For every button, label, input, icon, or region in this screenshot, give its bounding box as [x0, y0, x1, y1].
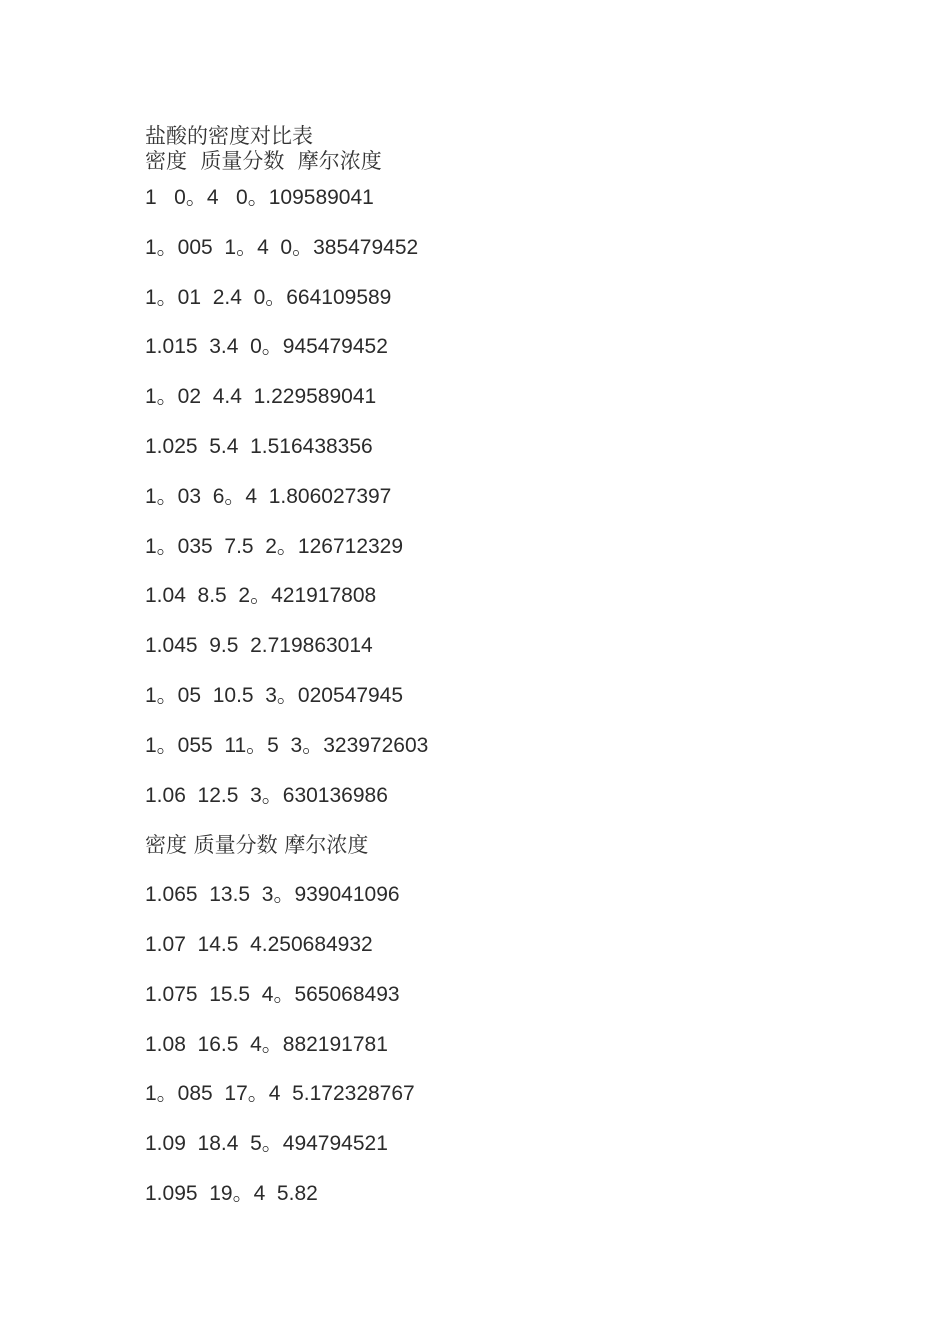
table-row: 1。03 6。4 1.806027397	[145, 484, 392, 508]
table-header: 密度 质量分数 摩尔浓度	[145, 149, 382, 173]
table-row: 1.07 14.5 4.250684932	[145, 932, 373, 956]
table-row: 1.06 12.5 3。630136986	[145, 783, 388, 807]
document-title: 盐酸的密度对比表	[145, 124, 313, 148]
data-rows	[145, 185, 845, 1231]
table-row: 1.04 8.5 2。421917808	[145, 584, 377, 608]
table-row: 1 0。4 0。109589041	[145, 186, 374, 209]
table-row: 1.09 18.4 5。494794521	[145, 1132, 388, 1156]
table-row: 1。005 1。4 0。385479452	[145, 235, 419, 259]
table-header-repeat: 密度 质量分数 摩尔浓度	[145, 833, 369, 858]
table-row: 1.015 3.4 0。945479452	[145, 335, 388, 359]
table-row: 1.08 16.5 4。882191781	[145, 1032, 388, 1056]
table-row: 1.065 13.5 3。939041096	[145, 883, 400, 907]
table-row: 1.045 9.5 2.719863014	[145, 634, 373, 658]
table-row: 1。055 11。5 3。323972603	[145, 733, 429, 757]
table-row: 1.095 19。4 5.82	[145, 1181, 318, 1205]
table-row: 1。035 7.5 2。126712329	[145, 534, 404, 558]
table-row: 1。05 10.5 3。020547945	[145, 683, 404, 707]
table-row: 1。085 17。4 5.172328767	[145, 1082, 415, 1106]
table-row: 1.075 15.5 4。565068493	[145, 982, 400, 1006]
table-row: 1。01 2.4 0。664109589	[145, 285, 392, 309]
table-row: 1.025 5.4 1.516438356	[145, 434, 373, 458]
table-row: 1。02 4.4 1.229589041	[145, 385, 377, 409]
